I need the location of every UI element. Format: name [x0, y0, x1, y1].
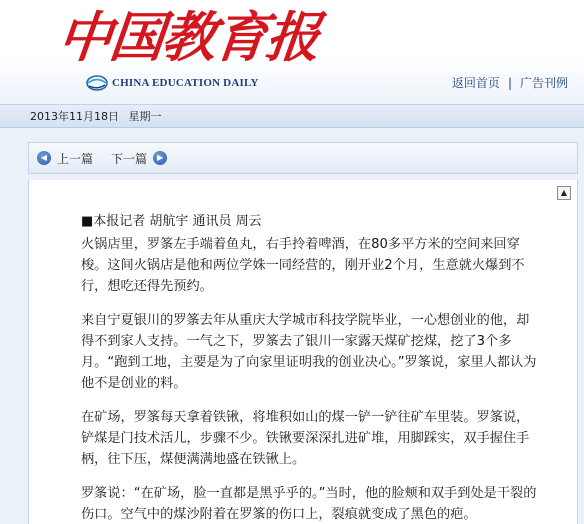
article-byline: ■本报记者 胡航宇 通讯员 周云 — [81, 214, 262, 229]
prev-article-button[interactable] — [37, 150, 93, 167]
prev-article-label: 上一篇 — [57, 151, 94, 166]
arrow-left-circle-icon: ◀ — [37, 151, 51, 165]
date-bar — [0, 104, 584, 128]
link-separator: | — [507, 75, 512, 90]
arrow-right-circle-icon: ▶ — [153, 151, 167, 165]
next-article-button[interactable] — [111, 150, 167, 167]
next-article-label: 下一篇 — [111, 151, 148, 166]
home-link[interactable]: 返回首页 — [451, 76, 500, 90]
logo-english[interactable] — [86, 74, 259, 92]
article-paragraph: 来自宁夏银川的罗筿去年从重庆大学城市科技学院毕业，一心想创业的他，却得不到家人支持。一气之下，罗筿去了银川一家露天煤矿挖煤，挖了3个多月。“跑到工地，主要是为了向家里证明我的创业决心。”罗筿说，家里人都认为他不是创业的料。 — [81, 313, 537, 391]
scroll-top-button[interactable] — [557, 186, 571, 200]
date-text: 2013年11月18日 — [30, 110, 119, 123]
logo-chinese[interactable]: 中国教育报 — [54, 5, 322, 69]
ad-rates-link[interactable]: 广告刊例 — [519, 76, 568, 90]
top-links — [452, 74, 568, 91]
article-content — [28, 180, 578, 524]
article-paragraph: 在矿场，罗筿每天拿着铁锹，将堆积如山的煤一铲一铲往矿车里装。罗筿说，铲煤是门技术活儿，步骤不少。铁锹要深深扎进矿堆，用脚踩实，双手握住手柄，往下压，煤便满满地盛在铁锹上。 — [81, 410, 530, 467]
article-nav — [28, 142, 578, 174]
weekday-text: 星期一 — [128, 110, 162, 123]
article-paragraph: 罗筿说：“在矿场，脸一直都是黑乎乎的。”当时，他的脸颊和双手到处是干裂的伤口。空气中的煤沙附着在罗筿的伤口上，裂痕就变成了黑色的疤。 — [81, 486, 537, 522]
article-paragraph: 火锅店里，罗筿左手端着鱼丸，右手拎着啤酒，在80多平方米的空间来回穿梭。这间火锅店是他和两位学姝一同经营的，刚开业2个月，生意就火爆到不行，想吃还得先预约。 — [81, 237, 525, 294]
article-body — [81, 234, 541, 524]
triangle-up-icon: ▲ — [560, 188, 568, 197]
site-header — [0, 0, 584, 104]
globe-logo-icon — [86, 74, 108, 92]
logo-english-text: CHINA EDUCATION DAILY — [112, 77, 259, 89]
